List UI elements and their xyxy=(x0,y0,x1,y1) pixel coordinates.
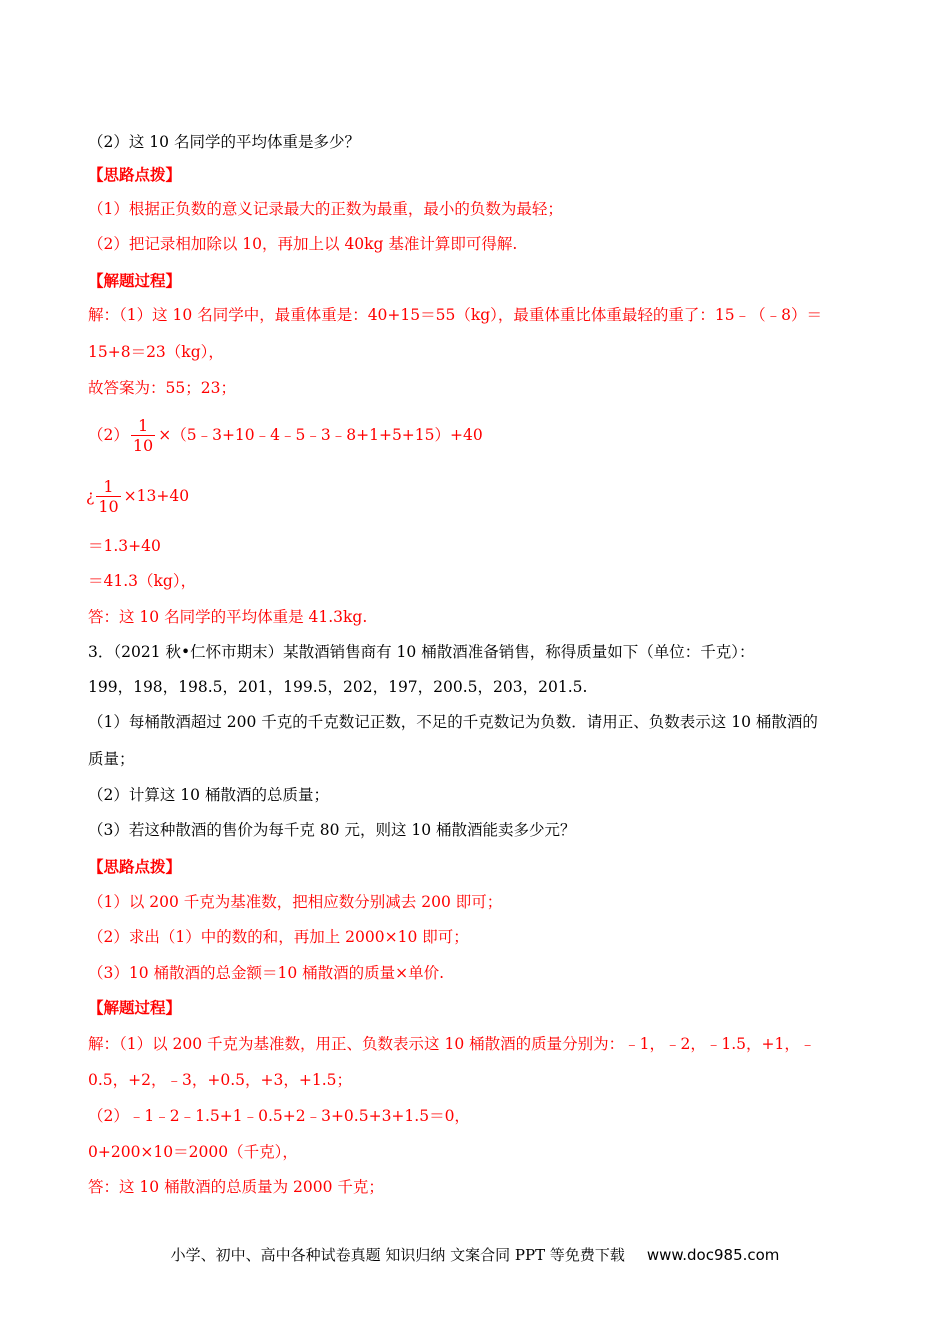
sol2-line3: （2）﹣1﹣2﹣1.5+1﹣0.5+2﹣3+0.5+3+1.5＝0， xyxy=(88,1107,470,1125)
sol2-line4: 0+200×10＝2000（千克）， xyxy=(88,1143,298,1161)
sol1-part2-line xyxy=(88,413,483,457)
fraction-numerator-2: 1 xyxy=(96,477,120,497)
hint2-line2: （2）求出（1）中的数的和，再加上 2000×10 即可； xyxy=(88,928,469,946)
hint-label-1: 【思路点拨】 xyxy=(88,165,182,184)
q3-part3: （3）若这种散酒的售价为每千克 80 元，则这 10 桶散酒能卖多少元？ xyxy=(88,821,576,839)
sol1-step2-prefix: ¿ xyxy=(86,487,95,505)
q3-line2: 199，198，198.5，201，199.5，202，197，200.5，203，201.5. xyxy=(88,678,588,696)
sol1-line1: 解：（1）这 10 名同学中，最重体重是：40+15＝55（kg），最重体重比体重最轻的重了：15﹣（﹣8）＝ xyxy=(88,306,822,324)
q3-part2: （2）计算这 10 桶散酒的总质量； xyxy=(88,786,329,804)
sol1-line2: 15+8＝23（kg）， xyxy=(88,343,224,361)
sol2-line1: 解：（1）以 200 千克为基准数，用正、负数表示这 10 桶散酒的质量分别为：﹣1，﹣2，﹣1.5，+1，﹣ xyxy=(88,1035,816,1053)
solution-label-2: 【解题过程】 xyxy=(88,998,182,1017)
hint2-line1: （1）以 200 千克为基准数，把相应数分别减去 200 即可； xyxy=(88,893,503,911)
sol1-step3: ＝1.3+40 xyxy=(88,537,161,555)
fraction-one-tenth xyxy=(131,416,155,456)
page-footer xyxy=(0,1244,950,1265)
sol1-step2-line xyxy=(86,474,189,518)
fraction-denominator: 10 xyxy=(132,436,154,455)
fraction-one-tenth-2 xyxy=(96,477,120,517)
sol2-line2: 0.5，+2，﹣3，+0.5，+3，+1.5； xyxy=(88,1071,352,1089)
hint2-line3: （3）10 桶散酒的总金额＝10 桶散酒的质量×单价. xyxy=(88,964,445,982)
sol1-answer: 答：这 10 名同学的平均体重是 41.3kg. xyxy=(88,608,368,626)
q3-part1-line2: 质量； xyxy=(88,750,135,768)
sol1-step2-expr: ×13+40 xyxy=(123,487,190,505)
solution-label-1: 【解题过程】 xyxy=(88,271,182,290)
sol2-line5: 答：这 10 桶散酒的总质量为 2000 千克； xyxy=(88,1178,384,1196)
hint1-line2: （2）把记录相加除以 10，再加上以 40kg 基准计算即可得解. xyxy=(88,235,518,253)
sol1-part2-expr: ×（5﹣3+10﹣4﹣5﹣3﹣8+1+5+15）+40 xyxy=(158,426,483,444)
footer-url[interactable]: www.doc985.com xyxy=(646,1246,780,1264)
q3-line1: 3．（2021 秋•仁怀市期末）某散酒销售商有 10 桶散酒准备销售，称得质量如下（单位：千克）： xyxy=(88,643,755,661)
sol1-step4: ＝41.3（kg）， xyxy=(88,572,197,590)
sol1-line3: 故答案为：55；23； xyxy=(88,379,236,397)
q3-part1-line1: （1）每桶散酒超过 200 千克的千克数记正数，不足的千克数记为负数．请用正、负数表示这 10 桶散酒的 xyxy=(88,713,818,731)
sol1-part2-prefix: （2） xyxy=(88,426,129,444)
q2-question: （2）这 10 名同学的平均体重是多少？ xyxy=(88,133,360,151)
hint1-line1: （1）根据正负数的意义记录最大的正数为最重，最小的负数为最轻； xyxy=(88,200,563,218)
footer-text: 小学、初中、高中各种试卷真题 知识归纳 文案合同 PPT 等免费下载 xyxy=(170,1246,625,1264)
fraction-numerator: 1 xyxy=(131,416,155,436)
hint-label-2: 【思路点拨】 xyxy=(88,857,182,876)
fraction-denominator-2: 10 xyxy=(98,497,119,516)
